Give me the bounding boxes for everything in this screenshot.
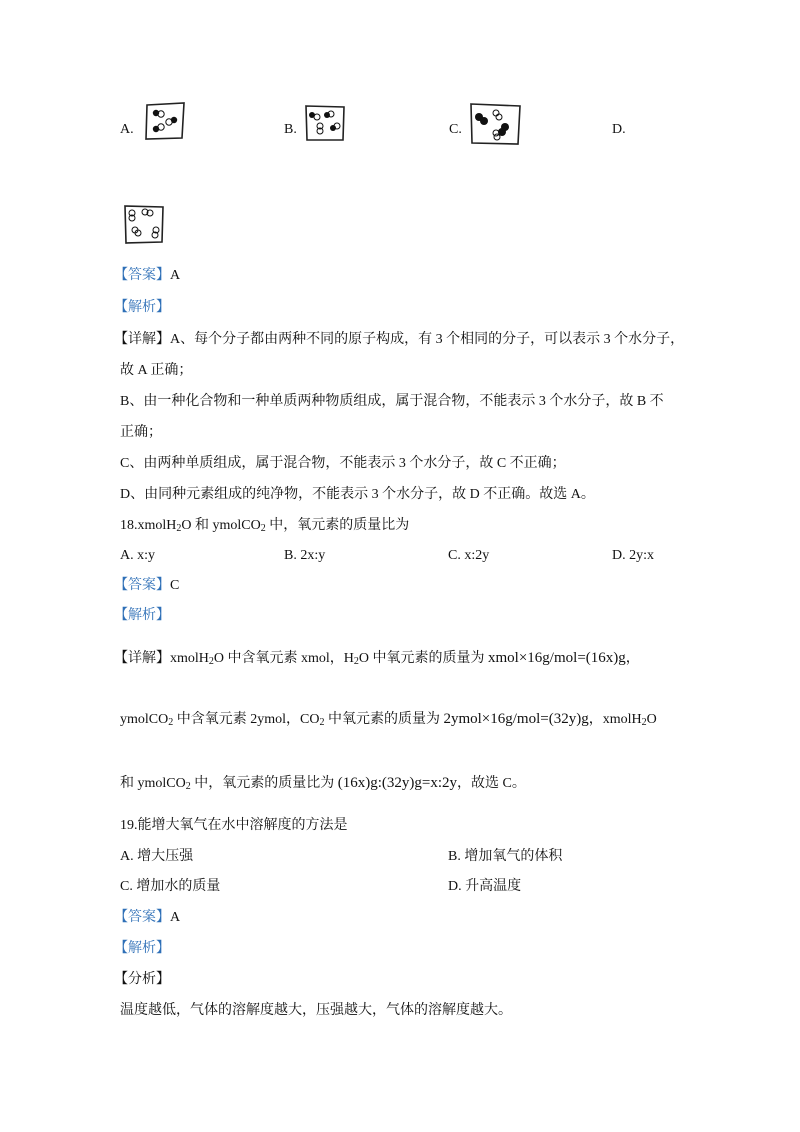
q18-detail-1 (114, 648, 640, 669)
q18-option-b: B. 2x:y (284, 548, 326, 563)
answer-tag: 【答案】 (114, 578, 170, 593)
q19-option-a: A. 增大压强 (120, 849, 194, 864)
text: O 中含氧元素 xmol，H (213, 651, 354, 666)
detail-text: A、每个分子都由两种不同的原子构成，有 3 个相同的分子，可以表示 3 个水分子， (170, 332, 685, 347)
detail-line-6: D、由同种元素组成的纯净物，不能表示 3 个水分子，故 D 不正确。故选 A。 (120, 487, 595, 502)
q19-option-d: D. 升高温度 (448, 879, 522, 894)
q18-stem (120, 516, 409, 536)
q18-answer (114, 576, 179, 596)
detail-line-3: B、由一种化合物和一种单质两种物质组成，属于混合物，不能表示 3 个水分子，故 B 不 (120, 394, 664, 409)
mixture-image-b (302, 102, 348, 144)
text: xmolH (170, 651, 209, 666)
analysis-tag: 【解析】 (114, 941, 170, 956)
q18-option-c: C. x:2y (448, 548, 490, 563)
subscript: 2 (641, 717, 647, 728)
detail-line-2: 故 A 正确； (120, 363, 193, 378)
subscript: 2 (168, 717, 174, 728)
answer-value: A (170, 910, 181, 925)
text: ，故选 C。 (457, 776, 526, 791)
answer-tag: 【答案】 (114, 910, 170, 925)
q19-stem: 19.能增大氧气在水中溶解度的方法是 (120, 818, 348, 833)
text: 中含氧元素 2ymol，CO (173, 712, 320, 727)
subscript: 2 (176, 523, 182, 534)
q17-answer (114, 266, 180, 286)
stem-part: O 和 ymolCO (181, 518, 261, 533)
option-a-letter: A. (120, 122, 134, 137)
text: ，xmolH (588, 712, 642, 727)
subscript: 2 (319, 717, 325, 728)
option-d-letter: D. (612, 122, 626, 137)
subscript: 2 (208, 656, 214, 667)
subscript: 2 (185, 781, 191, 792)
subscript: 2 (353, 656, 359, 667)
detail-tag: 【详解】 (114, 332, 170, 347)
q18-option-a: A. x:y (120, 548, 155, 563)
text: 和 ymolCO (120, 776, 186, 791)
q19-option-b: B. 增加氧气的体积 (448, 849, 563, 864)
q19-option-c: C. 增加水的质量 (120, 879, 221, 894)
text: 中氧元素的质量为 (324, 712, 440, 727)
detail-tag: 【详解】 (114, 651, 170, 666)
q19-answer (114, 908, 180, 928)
q18-option-d: D. 2y:x (612, 548, 654, 563)
mixture-image-d (121, 202, 167, 246)
detail-line-4: 正确； (120, 425, 162, 440)
detail-line-5: C、由两种单质组成，属于混合物，不能表示 3 个水分子，故 C 不正确； (120, 456, 566, 471)
text: O (646, 712, 657, 727)
fenxi-text: 温度越低，气体的溶解度越大，压强越大，气体的溶解度越大。 (120, 1003, 512, 1018)
answer-value: A (170, 268, 181, 283)
mixture-image-a (142, 100, 188, 142)
text: ymolCO (120, 712, 169, 727)
math-expression: xmol×16g/mol=(16x)g (488, 650, 626, 666)
analysis-tag: 【解析】 (114, 300, 170, 315)
math-expression: 2ymol×16g/mol=(32y)g (443, 711, 589, 727)
text: O 中氧元素的质量为 (358, 651, 485, 666)
stem-part: 中，氧元素的质量比为 (265, 518, 410, 533)
text: ， (625, 651, 640, 666)
answer-tag: 【答案】 (114, 268, 170, 283)
subscript: 2 (260, 523, 266, 534)
option-c-letter: C. (449, 122, 462, 137)
analysis-tag: 【解析】 (114, 608, 170, 623)
mixture-image-c (466, 100, 524, 148)
q18-detail-2 (120, 709, 657, 730)
math-expression: (16x)g:(32y)g=x:2y (337, 775, 458, 791)
answer-value: C (170, 578, 180, 593)
text: 中，氧元素的质量比为 (190, 776, 335, 791)
detail-line-1 (114, 330, 684, 350)
q18-detail-3 (120, 773, 526, 794)
option-b-letter: B. (284, 122, 297, 137)
stem-part: 18.xmolH (120, 518, 177, 533)
fenxi-tag: 【分析】 (114, 972, 170, 987)
